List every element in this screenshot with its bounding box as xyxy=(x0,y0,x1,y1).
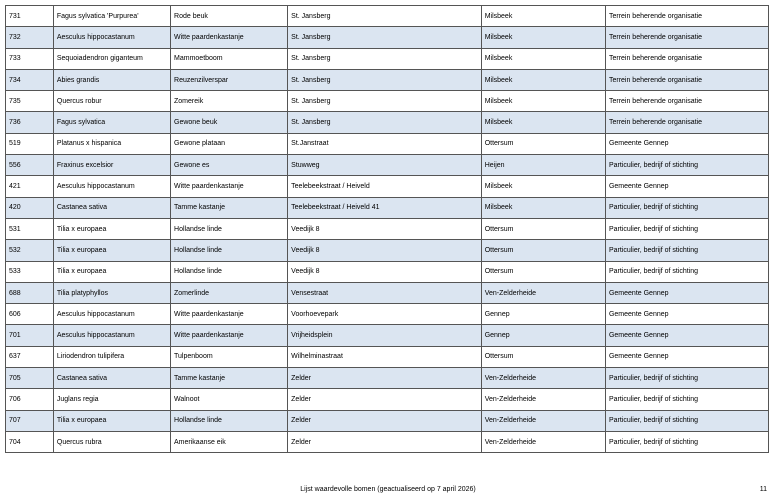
cell-owner: Gemeente Gennep xyxy=(605,176,768,197)
cell-place: Ottersum xyxy=(481,240,605,261)
table-row xyxy=(6,282,769,303)
cell-place: Milsbeek xyxy=(481,69,605,90)
cell-scientific-name: Juglans regia xyxy=(53,389,170,410)
cell-location: St. Jansberg xyxy=(288,6,482,27)
table-row xyxy=(6,176,769,197)
table-row xyxy=(6,155,769,176)
cell-location: Zelder xyxy=(288,389,482,410)
cell-dutch-name: Zomerlinde xyxy=(171,282,288,303)
cell-scientific-name: Quercus rubra xyxy=(53,431,170,452)
tree-table-body xyxy=(6,6,769,453)
cell-scientific-name: Quercus robur xyxy=(53,91,170,112)
cell-location: St. Jansberg xyxy=(288,112,482,133)
table-row xyxy=(6,368,769,389)
cell-place: Ottersum xyxy=(481,133,605,154)
cell-location: Teelebeekstraat / Heiveld 41 xyxy=(288,197,482,218)
cell-owner: Gemeente Gennep xyxy=(605,346,768,367)
cell-number: 556 xyxy=(6,155,54,176)
cell-place: Gennep xyxy=(481,304,605,325)
cell-scientific-name: Tilia x europaea xyxy=(53,218,170,239)
cell-owner: Particulier, bedrijf of stichting xyxy=(605,197,768,218)
cell-scientific-name: Castanea sativa xyxy=(53,368,170,389)
cell-number: 704 xyxy=(6,431,54,452)
cell-scientific-name: Tilia platyphyllos xyxy=(53,282,170,303)
cell-scientific-name: Aesculus hippocastanum xyxy=(53,325,170,346)
cell-owner: Gemeente Gennep xyxy=(605,325,768,346)
cell-number: 519 xyxy=(6,133,54,154)
cell-dutch-name: Gewone plataan xyxy=(171,133,288,154)
cell-number: 706 xyxy=(6,389,54,410)
cell-place: Gennep xyxy=(481,325,605,346)
cell-scientific-name: Liriodendron tulipifera xyxy=(53,346,170,367)
cell-location: Vrijheidsplein xyxy=(288,325,482,346)
cell-owner: Particulier, bedrijf of stichting xyxy=(605,389,768,410)
cell-scientific-name: Abies grandis xyxy=(53,69,170,90)
table-row xyxy=(6,133,769,154)
table-row xyxy=(6,27,769,48)
cell-place: Ottersum xyxy=(481,218,605,239)
table-row xyxy=(6,304,769,325)
cell-scientific-name: Sequoiadendron giganteum xyxy=(53,48,170,69)
cell-owner: Particulier, bedrijf of stichting xyxy=(605,431,768,452)
cell-place: Heijen xyxy=(481,155,605,176)
cell-place: Milsbeek xyxy=(481,6,605,27)
cell-owner: Terrein beherende organisatie xyxy=(605,48,768,69)
table-row xyxy=(6,69,769,90)
cell-scientific-name: Aesculus hippocastanum xyxy=(53,304,170,325)
cell-scientific-name: Fagus sylvatica 'Purpurea' xyxy=(53,6,170,27)
cell-number: 606 xyxy=(6,304,54,325)
cell-number: 533 xyxy=(6,261,54,282)
cell-number: 421 xyxy=(6,176,54,197)
cell-location: Voorhoevepark xyxy=(288,304,482,325)
cell-number: 735 xyxy=(6,91,54,112)
cell-dutch-name: Hollandse linde xyxy=(171,240,288,261)
cell-number: 731 xyxy=(6,6,54,27)
cell-dutch-name: Tamme kastanje xyxy=(171,368,288,389)
cell-owner: Particulier, bedrijf of stichting xyxy=(605,261,768,282)
cell-location: St.Janstraat xyxy=(288,133,482,154)
cell-scientific-name: Tilia x europaea xyxy=(53,240,170,261)
table-row xyxy=(6,431,769,452)
table-row xyxy=(6,346,769,367)
cell-owner: Gemeente Gennep xyxy=(605,282,768,303)
table-row xyxy=(6,197,769,218)
cell-owner: Terrein beherende organisatie xyxy=(605,91,768,112)
table-row xyxy=(6,389,769,410)
cell-location: Veedijk 8 xyxy=(288,240,482,261)
cell-number: 420 xyxy=(6,197,54,218)
cell-dutch-name: Hollandse linde xyxy=(171,410,288,431)
cell-owner: Terrein beherende organisatie xyxy=(605,6,768,27)
cell-owner: Particulier, bedrijf of stichting xyxy=(605,240,768,261)
cell-dutch-name: Hollandse linde xyxy=(171,261,288,282)
cell-dutch-name: Hollandse linde xyxy=(171,218,288,239)
table-row xyxy=(6,240,769,261)
cell-dutch-name: Witte paardenkastanje xyxy=(171,27,288,48)
cell-scientific-name: Aesculus hippocastanum xyxy=(53,27,170,48)
cell-dutch-name: Amerikaanse eik xyxy=(171,431,288,452)
table-row xyxy=(6,91,769,112)
cell-scientific-name: Platanus x hispanica xyxy=(53,133,170,154)
table-row xyxy=(6,218,769,239)
cell-place: Milsbeek xyxy=(481,27,605,48)
cell-number: 734 xyxy=(6,69,54,90)
cell-number: 707 xyxy=(6,410,54,431)
cell-number: 688 xyxy=(6,282,54,303)
cell-owner: Terrein beherende organisatie xyxy=(605,69,768,90)
cell-number: 736 xyxy=(6,112,54,133)
table-row xyxy=(6,6,769,27)
cell-dutch-name: Witte paardenkastanje xyxy=(171,176,288,197)
cell-scientific-name: Fraxinus excelsior xyxy=(53,155,170,176)
cell-place: Milsbeek xyxy=(481,91,605,112)
cell-owner: Gemeente Gennep xyxy=(605,133,768,154)
cell-place: Ottersum xyxy=(481,346,605,367)
cell-scientific-name: Tilia x europaea xyxy=(53,410,170,431)
cell-number: 705 xyxy=(6,368,54,389)
cell-location: Zelder xyxy=(288,368,482,389)
table-row xyxy=(6,261,769,282)
cell-owner: Terrein beherende organisatie xyxy=(605,27,768,48)
cell-place: Ven-Zelderheide xyxy=(481,282,605,303)
cell-owner: Particulier, bedrijf of stichting xyxy=(605,368,768,389)
cell-place: Ven-Zelderheide xyxy=(481,368,605,389)
cell-location: Wilhelminastraat xyxy=(288,346,482,367)
cell-location: Veedijk 8 xyxy=(288,218,482,239)
cell-dutch-name: Reuzenzilverspar xyxy=(171,69,288,90)
cell-place: Milsbeek xyxy=(481,176,605,197)
cell-number: 531 xyxy=(6,218,54,239)
cell-number: 701 xyxy=(6,325,54,346)
cell-dutch-name: Witte paardenkastanje xyxy=(171,325,288,346)
cell-location: Vensestraat xyxy=(288,282,482,303)
cell-place: Ven-Zelderheide xyxy=(481,389,605,410)
cell-dutch-name: Tulpenboom xyxy=(171,346,288,367)
cell-owner: Particulier, bedrijf of stichting xyxy=(605,155,768,176)
tree-table xyxy=(5,5,769,453)
cell-place: Ven-Zelderheide xyxy=(481,410,605,431)
cell-dutch-name: Mammoetboom xyxy=(171,48,288,69)
cell-place: Ottersum xyxy=(481,261,605,282)
cell-number: 637 xyxy=(6,346,54,367)
cell-location: Stuwweg xyxy=(288,155,482,176)
footer-title: Lijst waardevolle bomen (geactualiseerd op 7 april 2026) xyxy=(300,486,476,493)
cell-location: Zelder xyxy=(288,431,482,452)
cell-location: St. Jansberg xyxy=(288,69,482,90)
cell-location: Veedijk 8 xyxy=(288,261,482,282)
cell-scientific-name: Tilia x europaea xyxy=(53,261,170,282)
cell-owner: Terrein beherende organisatie xyxy=(605,112,768,133)
table-row xyxy=(6,112,769,133)
cell-location: St. Jansberg xyxy=(288,48,482,69)
cell-number: 732 xyxy=(6,27,54,48)
cell-dutch-name: Walnoot xyxy=(171,389,288,410)
cell-owner: Particulier, bedrijf of stichting xyxy=(605,218,768,239)
cell-scientific-name: Castanea sativa xyxy=(53,197,170,218)
cell-place: Milsbeek xyxy=(481,48,605,69)
table-row xyxy=(6,325,769,346)
cell-owner: Particulier, bedrijf of stichting xyxy=(605,410,768,431)
cell-dutch-name: Tamme kastanje xyxy=(171,197,288,218)
cell-location: St. Jansberg xyxy=(288,91,482,112)
cell-place: Milsbeek xyxy=(481,112,605,133)
cell-scientific-name: Fagus sylvatica xyxy=(53,112,170,133)
cell-scientific-name: Aesculus hippocastanum xyxy=(53,176,170,197)
cell-location: Teelebeekstraat / Heiveld xyxy=(288,176,482,197)
cell-owner: Gemeente Gennep xyxy=(605,304,768,325)
cell-location: St. Jansberg xyxy=(288,27,482,48)
cell-place: Ven-Zelderheide xyxy=(481,431,605,452)
cell-number: 733 xyxy=(6,48,54,69)
cell-dutch-name: Rode beuk xyxy=(171,6,288,27)
cell-place: Milsbeek xyxy=(481,197,605,218)
cell-number: 532 xyxy=(6,240,54,261)
cell-dutch-name: Gewone es xyxy=(171,155,288,176)
table-row xyxy=(6,410,769,431)
cell-dutch-name: Witte paardenkastanje xyxy=(171,304,288,325)
table-row xyxy=(6,48,769,69)
cell-dutch-name: Gewone beuk xyxy=(171,112,288,133)
page-number: 11 xyxy=(759,486,767,493)
cell-dutch-name: Zomereik xyxy=(171,91,288,112)
cell-location: Zelder xyxy=(288,410,482,431)
